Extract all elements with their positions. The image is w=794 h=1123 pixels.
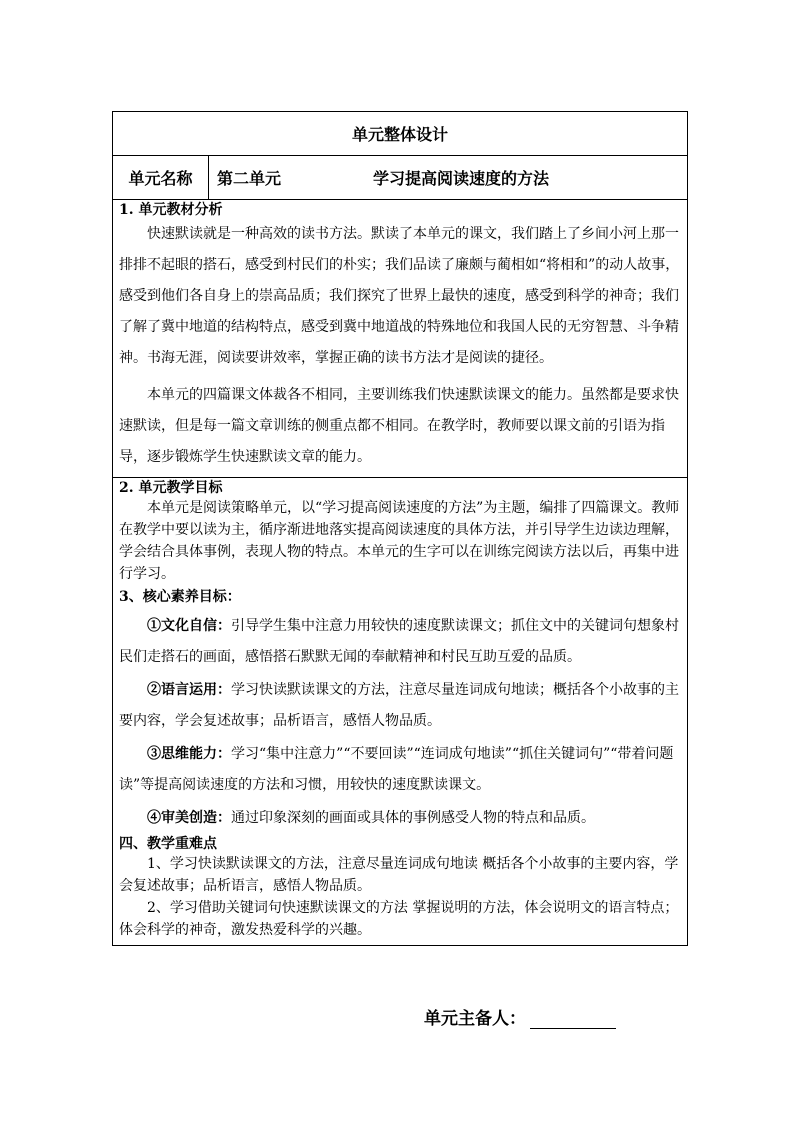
core-item-label: ③思维能力：: [147, 746, 231, 762]
unit-name-label: 单元名称: [113, 156, 209, 199]
core-item-text: 学习快读默读课文的方法，注意尽量连词成句地读；概括各个小故事的主要内容，学会复述故事；品析语言，感悟人物品质。: [119, 682, 679, 729]
list-item: 2、学习借助关键词句快速默读课文的方法 掌握说明的方法，体会说明文的语言特点；体会科学的神奇，激发热爱科学的兴趣。: [119, 900, 679, 938]
paragraph: 本单元是阅读策略单元，以“学习提高阅读速度的方法”为主题，编排了四篇课文。教师在教学中要以读为主，循序渐进地落实提高阅读速度的具体方法，并引导学生边读边理解，学会结合具体事例，表现人物的特点。本单元的生字可以在训练完阅读方法以后，再集中进行学习。: [119, 500, 680, 582]
table-title: [113, 112, 687, 156]
unit-design-table: [112, 111, 688, 946]
section-material-analysis: [113, 200, 687, 478]
core-item-text: 通过印象深刻的画面或具体的事例感受人物的特点和品质。: [231, 810, 595, 826]
core-item-label: ①文化自信：: [147, 618, 231, 634]
core-item: [119, 739, 681, 801]
core-item: [119, 675, 681, 737]
unit-name-row: [113, 156, 687, 200]
section-heading: 四、教学重难点: [119, 836, 217, 852]
core-literacy-heading: 3、核心素养目标：: [119, 589, 241, 605]
unit-number: 第二单元: [217, 169, 282, 188]
core-item-label: ②语言运用：: [147, 682, 231, 698]
section-teaching-goals: [113, 478, 687, 945]
core-item-label: ④审美创造：: [147, 810, 231, 826]
unit-preparer-signature: [424, 1004, 616, 1029]
list-item: 1、学习快读默读课文的方法，注意尽量连词成句地读 概括各个小故事的主要内容，学会复述故事；品析语言，感悟人物品质。: [119, 856, 679, 894]
paragraph: 快速默读就是一种高效的读书方法。默读了本单元的课文，我们踏上了乡间小河上那一排排不起眼的搭石，感受到村民们的朴实；我们品读了廉颇与蔺相如“将相和”的动人故事，感受到他们各自身上的崇高品质；我们探究了世界上最快的速度，感受到科学的神奇；我们了解了冀中地道的结构特点，感受到冀中地道战的特殊地位和我国人民的无穷智慧、斗争精神。书海无涯，阅读要讲效率，掌握正确的读书方法才是阅读的捷径。: [119, 226, 680, 366]
core-item: [119, 803, 681, 834]
core-item-text: 学习“集中注意力”“不要回读”“连词成句地读”“抓住关键词句”“带着问题读”等提高阅读速度的方法和习惯，用较快的速度默读课文。: [119, 746, 674, 793]
table-title-text: 单元整体设计: [351, 125, 448, 144]
core-item: [119, 611, 681, 673]
preparer-label: 单元主备人：: [424, 1009, 526, 1029]
unit-name-value: [209, 156, 687, 199]
core-item-text: 引导学生集中注意力用较快的速度默读课文；抓住文中的关键词句想象村民们走搭石的画面，感悟搭石默默无闻的奉献精神和村民互助互爱的品质。: [119, 618, 679, 665]
paragraph: 本单元的四篇课文体裁各不相同，主要训练我们快速默读课文的能力。虽然都是要求快速默读，但是每一篇文章训练的侧重点都不相同。在教学时，教师要以课文前的引语为指导，逐步锻炼学生快速默读文章的能力。: [119, 387, 679, 465]
unit-topic: 学习提高阅读速度的方法: [373, 169, 550, 188]
signature-line[interactable]: [530, 1008, 616, 1029]
section-heading: 2. 单元教学目标: [119, 480, 223, 496]
section-heading: 1. 单元教材分析: [119, 202, 223, 218]
